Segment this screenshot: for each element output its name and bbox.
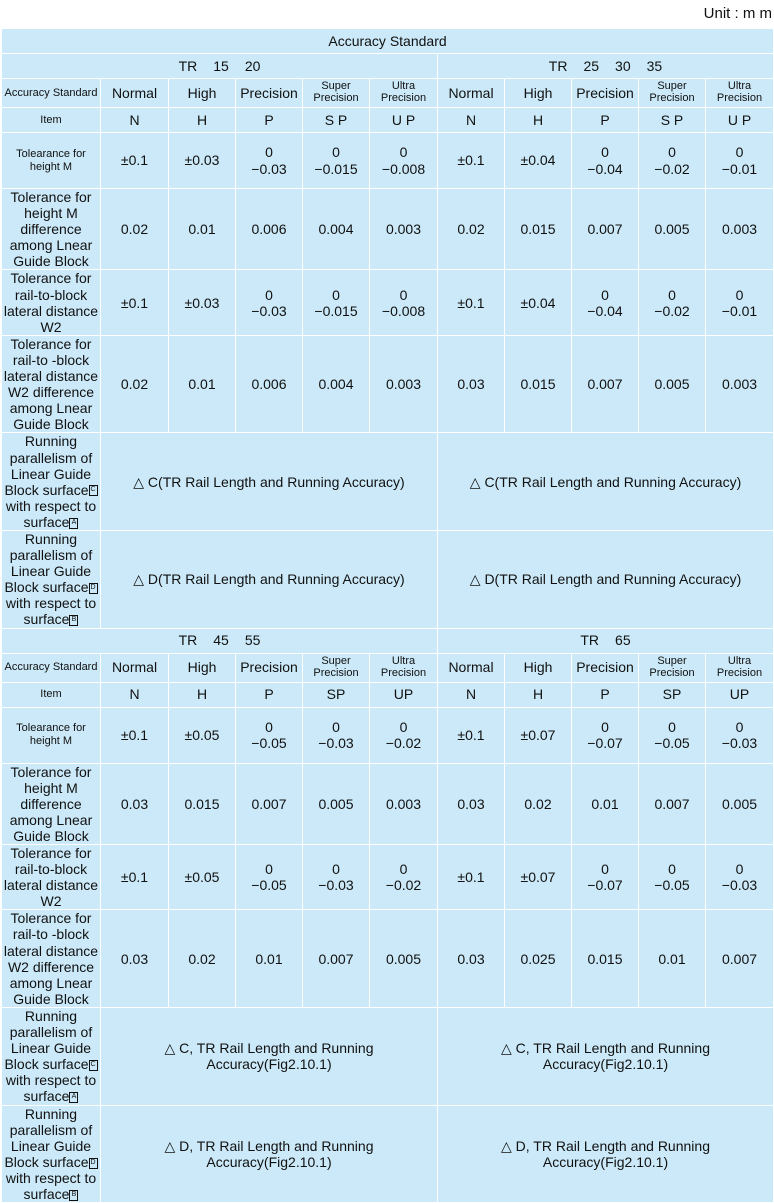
upper-tolerance: 0 [735, 144, 744, 161]
lower-tolerance: −0.05 [251, 735, 287, 752]
value-cell: 0.01 [169, 335, 236, 433]
grade-code: UP [706, 682, 774, 707]
row-parallel-c [2, 1007, 774, 1105]
lower-tolerance: −0.01 [721, 302, 758, 319]
value-cell: 0.015 [169, 763, 236, 844]
table-title: Accuracy Standard [2, 29, 774, 54]
parallelism-reference: △ D, TR Rail Length and Running Accuracy(Fig2.10.1) [438, 1105, 774, 1203]
grade-code: H [169, 682, 236, 707]
value-cell: 0.015 [505, 335, 572, 433]
row-label: Tolerance for height M difference among Lnear Guide Block [2, 763, 101, 844]
tolerance-stack [639, 719, 705, 751]
upper-tolerance: 0 [399, 861, 408, 878]
row-lateral_diff [2, 910, 774, 1008]
value-cell: 0.005 [706, 763, 774, 844]
grade-code: N [438, 682, 505, 707]
value-cell [236, 270, 303, 335]
row-label: Tolerance for rail-to-block lateral distance W2 [2, 845, 101, 910]
tolerance-stack [236, 287, 302, 319]
group-header-g2 [438, 54, 774, 79]
upper-tolerance: 0 [601, 286, 609, 303]
value-cell: 0.005 [639, 335, 706, 433]
upper-tolerance: 0 [735, 718, 744, 735]
tolerance-stack [706, 144, 773, 176]
tolerance-stack [639, 861, 705, 893]
value-cell: 0.02 [101, 189, 169, 270]
lower-tolerance: −0.008 [381, 302, 426, 319]
row-label: Tolerance for rail-to-block lateral distance W2 [2, 270, 101, 335]
row-lateral_w2 [2, 270, 774, 335]
row-height_m [2, 707, 774, 763]
tolerance-stack [572, 861, 638, 893]
grade-code: P [236, 108, 303, 133]
parallelism-reference: △ C, TR Rail Length and Running Accuracy(Fig2.10.1) [101, 1007, 438, 1105]
value-cell [370, 707, 438, 763]
upper-tolerance: 0 [399, 286, 408, 303]
upper-tolerance: 0 [332, 718, 340, 735]
upper-tolerance: 0 [332, 144, 340, 161]
value-cell: ±0.1 [438, 707, 505, 763]
upper-tolerance: 0 [668, 286, 676, 303]
grade-code: H [505, 682, 572, 707]
label-text: Running parallelism of Linear Guide Block surface [4, 530, 93, 596]
grade-code: N [438, 108, 505, 133]
group-header-g1 [2, 54, 438, 79]
grade-code: N [101, 682, 169, 707]
label-text: with respect to surface [5, 1072, 97, 1105]
lower-tolerance: −0.015 [314, 160, 358, 177]
grade-code: P [572, 108, 639, 133]
upper-tolerance: 0 [332, 861, 340, 878]
tolerance-stack [639, 144, 705, 176]
group-prefix: TR [580, 632, 600, 649]
lower-tolerance: −0.05 [251, 877, 287, 894]
accuracy-standard-label: Accuracy Standard [2, 653, 101, 682]
value-cell: 0.006 [236, 335, 303, 433]
parallelism-reference: △ C(TR Rail Length and Running Accuracy) [438, 433, 774, 531]
label-text: Running parallelism of Linear Guide Block surface [4, 1105, 93, 1170]
upper-tolerance: 0 [265, 861, 273, 878]
label-text: with respect to surface [5, 497, 97, 530]
value-cell: 0.02 [169, 910, 236, 1008]
grade-header-row [2, 653, 774, 682]
value-cell: ±0.05 [169, 845, 236, 910]
grade-header: Normal [438, 79, 505, 108]
surface-box: B [69, 1190, 78, 1201]
upper-tolerance: 0 [668, 861, 676, 878]
value-cell [303, 270, 370, 335]
row-parallel-d [2, 1105, 774, 1203]
value-cell: 0.015 [505, 189, 572, 270]
value-cell: 0.003 [370, 335, 438, 433]
lower-tolerance: −0.07 [587, 877, 623, 894]
grade-header: High [505, 653, 572, 682]
group-row [2, 628, 774, 653]
value-cell [303, 845, 370, 910]
lower-tolerance: −0.03 [251, 302, 287, 319]
group-size: 35 [646, 57, 663, 74]
value-cell [639, 270, 706, 335]
value-cell: 0.03 [438, 335, 505, 433]
grade-header: Precision [572, 653, 639, 682]
value-cell: 0.01 [572, 763, 639, 844]
item-label: Item [2, 682, 101, 707]
grade-header: High [169, 653, 236, 682]
value-cell: 0.003 [706, 335, 774, 433]
value-cell [706, 270, 774, 335]
surface-box: B [69, 615, 78, 626]
value-cell [572, 845, 639, 910]
row-parallel-d [2, 530, 774, 628]
value-cell [303, 133, 370, 189]
parallelism-reference: △ C, TR Rail Length and Running Accuracy(Fig2.10.1) [438, 1007, 774, 1105]
value-cell: 0.003 [706, 189, 774, 270]
lower-tolerance: −0.04 [587, 160, 623, 177]
row-label [2, 1007, 101, 1105]
surface-box: D [89, 583, 98, 594]
tolerance-stack [236, 719, 302, 751]
value-cell: 0.007 [303, 910, 370, 1008]
value-cell: ±0.07 [505, 707, 572, 763]
lower-tolerance: −0.02 [385, 735, 422, 752]
upper-tolerance: 0 [265, 144, 273, 161]
row-label [2, 1105, 101, 1203]
value-cell: 0.005 [370, 910, 438, 1008]
upper-tolerance: 0 [265, 286, 273, 303]
accuracy-standard-label: Accuracy Standard [2, 79, 101, 108]
grade-header: Super Precision [303, 79, 370, 108]
value-cell: ±0.1 [101, 845, 169, 910]
group-size: 65 [615, 632, 631, 649]
value-cell: ±0.1 [101, 270, 169, 335]
group-prefix: TR [178, 632, 198, 649]
value-cell: ±0.1 [101, 707, 169, 763]
tolerance-stack [572, 719, 638, 751]
value-cell: 0.01 [236, 910, 303, 1008]
grade-code: U P [706, 108, 774, 133]
lower-tolerance: −0.02 [654, 160, 690, 177]
group-size: 30 [615, 57, 631, 74]
row-parallel-c [2, 433, 774, 531]
value-cell [639, 845, 706, 910]
upper-tolerance: 0 [668, 718, 676, 735]
group-prefix: TR [178, 57, 198, 74]
value-cell: 0.015 [572, 910, 639, 1008]
value-cell [706, 707, 774, 763]
value-cell: 0.03 [101, 910, 169, 1008]
grade-code: H [505, 108, 572, 133]
surface-box: C [89, 1060, 98, 1071]
grade-header: Ultra Precision [706, 653, 774, 682]
upper-tolerance: 0 [601, 144, 609, 161]
value-cell [572, 270, 639, 335]
value-cell [639, 133, 706, 189]
group-prefix: TR [548, 57, 568, 74]
tolerance-stack [706, 861, 773, 893]
lower-tolerance: −0.05 [654, 877, 690, 894]
value-cell: ±0.04 [505, 133, 572, 189]
tolerance-stack [303, 719, 369, 751]
grade-header: Ultra Precision [370, 79, 438, 108]
value-cell: 0.03 [101, 763, 169, 844]
row-height_m [2, 133, 774, 189]
parallelism-reference: △ C(TR Rail Length and Running Accuracy) [101, 433, 438, 531]
value-cell [236, 707, 303, 763]
group-header-g3 [2, 628, 438, 653]
row-height_diff [2, 189, 774, 270]
row-label: Tolearance for height M [2, 707, 101, 763]
value-cell [572, 133, 639, 189]
value-cell: 0.025 [505, 910, 572, 1008]
parallelism-reference: △ D, TR Rail Length and Running Accuracy(Fig2.10.1) [101, 1105, 438, 1203]
value-cell [236, 845, 303, 910]
grade-code: H [169, 108, 236, 133]
tolerance-stack [236, 861, 302, 893]
value-cell [639, 707, 706, 763]
lower-tolerance: −0.07 [587, 735, 623, 752]
tolerance-stack [303, 861, 369, 893]
grade-header-row [2, 79, 774, 108]
value-cell: 0.03 [438, 910, 505, 1008]
grade-header: Super Precision [639, 653, 706, 682]
value-cell: 0.01 [639, 910, 706, 1008]
row-lateral_diff [2, 335, 774, 433]
grade-header: Normal [101, 79, 169, 108]
row-label: Tolerance for height M difference among Lnear Guide Block [2, 189, 101, 270]
lower-tolerance: −0.008 [381, 160, 426, 177]
value-cell: ±0.1 [101, 133, 169, 189]
value-cell: ±0.04 [505, 270, 572, 335]
lower-tolerance: −0.03 [318, 735, 354, 752]
value-cell: 0.007 [706, 910, 774, 1008]
surface-box: A [69, 518, 78, 529]
lower-tolerance: −0.04 [587, 302, 623, 319]
value-cell: ±0.05 [169, 707, 236, 763]
value-cell: 0.004 [303, 189, 370, 270]
lower-tolerance: −0.03 [721, 735, 758, 752]
lower-tolerance: −0.01 [721, 160, 758, 177]
grade-header: Super Precision [639, 79, 706, 108]
tolerance-stack [370, 144, 437, 176]
value-cell: 0.02 [505, 763, 572, 844]
group-size: 25 [583, 57, 600, 74]
tolerance-stack [370, 861, 437, 893]
row-label: Tolerance for rail-to -block lateral distance W2 difference among Lnear Guide Block [2, 910, 101, 1008]
lower-tolerance: −0.03 [251, 160, 287, 177]
tolerance-stack [639, 287, 705, 319]
lower-tolerance: −0.03 [318, 877, 354, 894]
upper-tolerance: 0 [265, 718, 273, 735]
lower-tolerance: −0.02 [654, 302, 690, 319]
grade-header: Super Precision [303, 653, 370, 682]
tolerance-stack [572, 287, 638, 319]
surface-box: D [89, 1158, 98, 1169]
surface-box: C [89, 485, 98, 496]
group-header-g4 [438, 628, 774, 653]
grade-header: Precision [236, 79, 303, 108]
value-cell: 0.005 [639, 189, 706, 270]
value-cell [236, 133, 303, 189]
upper-tolerance: 0 [668, 144, 676, 161]
grade-code: UP [370, 682, 438, 707]
tolerance-stack [706, 287, 773, 319]
value-cell: 0.03 [438, 763, 505, 844]
upper-tolerance: 0 [332, 286, 340, 303]
value-cell [370, 845, 438, 910]
grade-code: S P [639, 108, 706, 133]
grade-header: Ultra Precision [706, 79, 774, 108]
upper-tolerance: 0 [399, 144, 408, 161]
value-cell: ±0.03 [169, 133, 236, 189]
row-height_diff [2, 763, 774, 844]
grade-header: Precision [572, 79, 639, 108]
value-cell: 0.02 [101, 335, 169, 433]
value-cell: 0.005 [303, 763, 370, 844]
group-size: 45 [213, 632, 229, 649]
grade-code: SP [639, 682, 706, 707]
lower-tolerance: −0.05 [654, 735, 690, 752]
tolerance-stack [370, 719, 437, 751]
row-lateral_w2 [2, 845, 774, 910]
accuracy-standard-table [1, 28, 774, 1203]
item-code-row [2, 682, 774, 707]
value-cell: ±0.1 [438, 270, 505, 335]
surface-box: A [69, 1092, 78, 1103]
row-label [2, 530, 101, 628]
label-text: with respect to surface [5, 595, 97, 628]
value-cell: ±0.03 [169, 270, 236, 335]
value-cell: 0.007 [639, 763, 706, 844]
grade-code: P [572, 682, 639, 707]
item-code-row [2, 108, 774, 133]
grade-header: High [169, 79, 236, 108]
tolerance-stack [303, 144, 369, 176]
item-label: Item [2, 108, 101, 133]
value-cell: 0.003 [370, 189, 438, 270]
value-cell [706, 133, 774, 189]
grade-header: High [505, 79, 572, 108]
tolerance-stack [572, 144, 638, 176]
value-cell: 0.01 [169, 189, 236, 270]
lower-tolerance: −0.02 [385, 877, 422, 894]
group-size: 20 [244, 57, 261, 74]
value-cell [370, 270, 438, 335]
value-cell: 0.007 [572, 335, 639, 433]
value-cell: 0.007 [236, 763, 303, 844]
label-text: Running parallelism of Linear Guide Block surface [4, 433, 93, 498]
group-row [2, 54, 774, 79]
value-cell: 0.003 [370, 763, 438, 844]
row-label: Tolerance for rail-to -block lateral distance W2 difference among Lnear Guide Block [2, 335, 101, 433]
title-row [2, 29, 774, 54]
tolerance-stack [370, 287, 437, 319]
value-cell: ±0.1 [438, 845, 505, 910]
grade-code: N [101, 108, 169, 133]
grade-code: U P [370, 108, 438, 133]
upper-tolerance: 0 [399, 718, 408, 735]
grade-code: S P [303, 108, 370, 133]
unit-label: Unit : m m [703, 5, 772, 22]
upper-tolerance: 0 [735, 861, 744, 878]
value-cell [370, 133, 438, 189]
value-cell: ±0.07 [505, 845, 572, 910]
upper-tolerance: 0 [735, 286, 744, 303]
grade-header: Precision [236, 653, 303, 682]
tolerance-stack [303, 287, 369, 319]
value-cell: 0.007 [572, 189, 639, 270]
value-cell: ±0.1 [438, 133, 505, 189]
label-text: Running parallelism of Linear Guide Block surface [4, 1007, 93, 1073]
grade-header: Ultra Precision [370, 653, 438, 682]
lower-tolerance: −0.015 [314, 302, 358, 319]
grade-code: SP [303, 682, 370, 707]
row-label [2, 433, 101, 531]
table-body [2, 29, 774, 1203]
tolerance-stack [236, 144, 302, 176]
grade-header: Normal [438, 653, 505, 682]
value-cell: 0.006 [236, 189, 303, 270]
group-size: 15 [213, 57, 229, 74]
upper-tolerance: 0 [601, 861, 609, 878]
parallelism-reference: △ D(TR Rail Length and Running Accuracy) [438, 530, 774, 628]
value-cell: 0.02 [438, 189, 505, 270]
upper-tolerance: 0 [601, 718, 609, 735]
value-cell [706, 845, 774, 910]
row-label: Tolearance for height M [2, 133, 101, 189]
value-cell [303, 707, 370, 763]
tolerance-stack [706, 719, 773, 751]
value-cell [572, 707, 639, 763]
grade-header: Normal [101, 653, 169, 682]
parallelism-reference: △ D(TR Rail Length and Running Accuracy) [101, 530, 438, 628]
lower-tolerance: −0.03 [721, 877, 758, 894]
label-text: with respect to surface [5, 1169, 97, 1202]
group-size: 55 [244, 632, 261, 649]
value-cell: 0.004 [303, 335, 370, 433]
grade-code: P [236, 682, 303, 707]
